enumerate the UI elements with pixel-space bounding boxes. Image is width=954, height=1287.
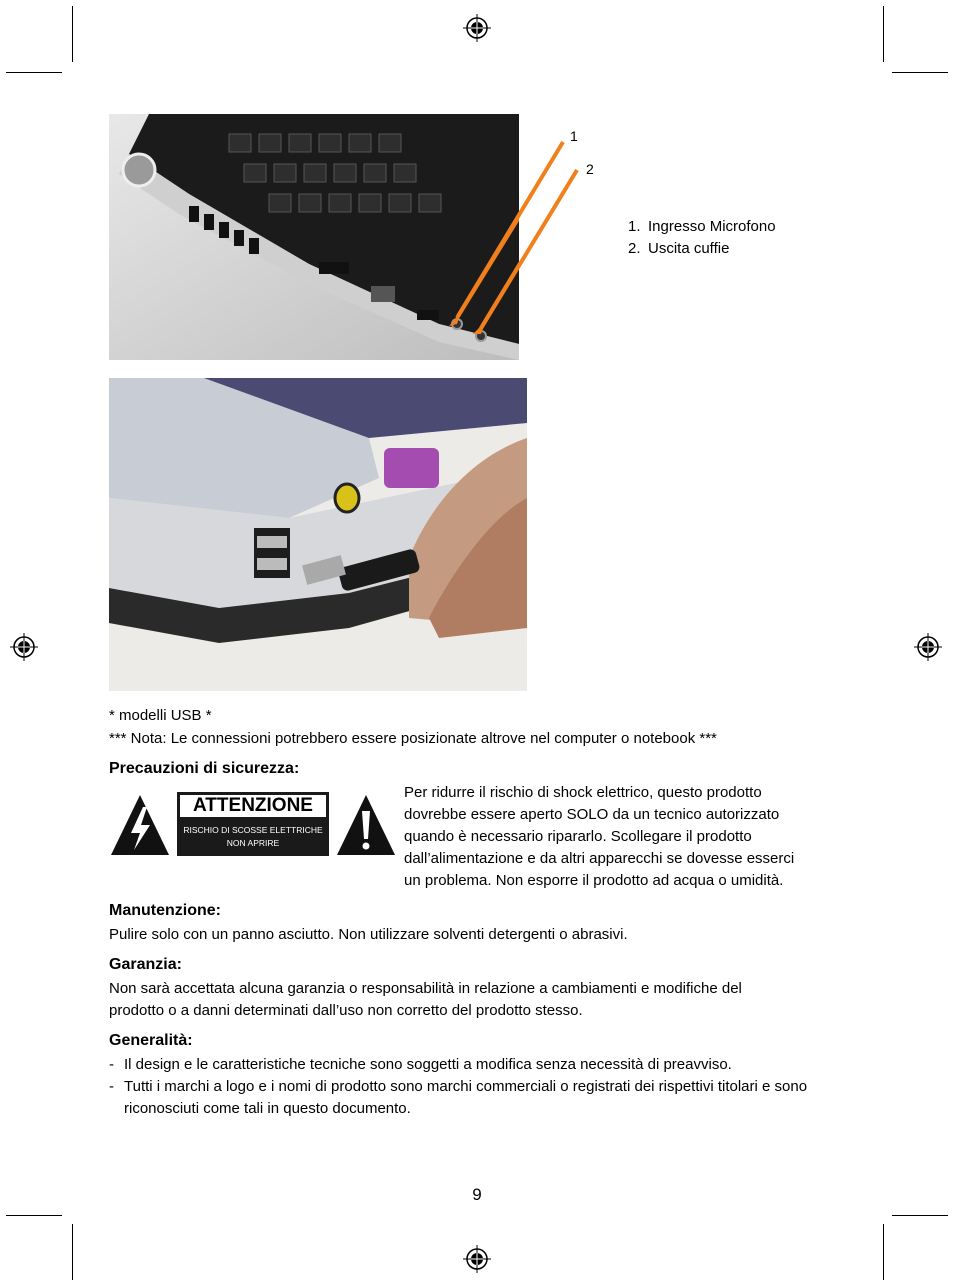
safety-line: dall’alimentazione e da altri apparecchi se dovesse esserci <box>404 850 795 867</box>
legend-item: 1. Ingresso Microfono <box>628 218 776 235</box>
callout-label-2: 2 <box>586 161 594 177</box>
safety-line: quando è necessario ripararlo. Scollegare il prodotto <box>404 828 752 845</box>
maintenance-heading: Manutenzione: <box>109 902 221 919</box>
legend-item: 2. Uscita cuffie <box>628 240 730 257</box>
port-legend <box>628 216 776 260</box>
page-number: 9 <box>472 1185 482 1204</box>
crop-mark <box>72 1224 73 1280</box>
general-list <box>109 1054 839 1120</box>
crop-mark <box>72 6 73 62</box>
warranty-text-line: prodotto o a danni determinati dall’uso non corretto del prodotto stesso. <box>109 1002 583 1019</box>
crop-mark <box>883 6 884 62</box>
safety-heading: Precauzioni di sicurezza: <box>109 760 300 777</box>
safety-line: un problema. Non esporre il prodotto ad acqua o umidità. <box>404 872 784 889</box>
usb-models-note: * modelli USB * <box>109 707 212 724</box>
attention-label <box>177 792 329 856</box>
attention-title: ATTENZIONE <box>180 795 326 817</box>
list-item: - Il design e le caratteristiche tecniche sono soggetti a modifica senza necessità di preavviso. <box>109 1056 732 1073</box>
crop-mark <box>6 1215 62 1216</box>
connections-note: *** Nota: Le connessioni potrebbero essere posizionate altrove nel computer o notebook *** <box>109 730 717 747</box>
safety-line: dovrebbe essere aperto SOLO da un tecnico autorizzato <box>404 806 780 823</box>
registration-mark-icon <box>914 633 942 661</box>
safety-line: Per ridurre il rischio di shock elettrico, questo prodotto <box>404 784 762 801</box>
registration-mark-icon <box>10 633 38 661</box>
exclamation-warning-icon <box>335 793 397 857</box>
crop-mark <box>6 72 62 73</box>
crop-mark <box>892 1215 948 1216</box>
registration-mark-icon <box>463 14 491 42</box>
electric-shock-warning-icon <box>109 793 171 857</box>
callout-arrows <box>440 134 590 334</box>
crop-mark <box>883 1224 884 1280</box>
crop-mark <box>892 72 948 73</box>
general-heading: Generalità: <box>109 1032 193 1049</box>
attention-subtitle: NON APRIRE <box>226 838 280 848</box>
usb-connection-photo <box>109 378 527 691</box>
safety-text <box>404 782 844 892</box>
warranty-heading: Garanzia: <box>109 956 182 973</box>
attention-subtitle: RISCHIO DI SCOSSE ELETTRICHE <box>183 825 323 835</box>
registration-mark-icon <box>463 1245 491 1273</box>
warranty-text-line: Non sarà accettata alcuna garanzia o responsabilità in relazione a cambiamenti e modifiche del <box>109 980 742 997</box>
callout-label-1: 1 <box>570 128 578 144</box>
list-item: - Tutti i marchi a logo e i nomi di prodotto sono marchi commerciali o registrati dei rispettivi titolari e sono riconosciuti come tali in questo documento. <box>109 1078 808 1117</box>
maintenance-text: Pulire solo con un panno asciutto. Non utilizzare solventi detergenti o abrasivi. <box>109 926 628 943</box>
